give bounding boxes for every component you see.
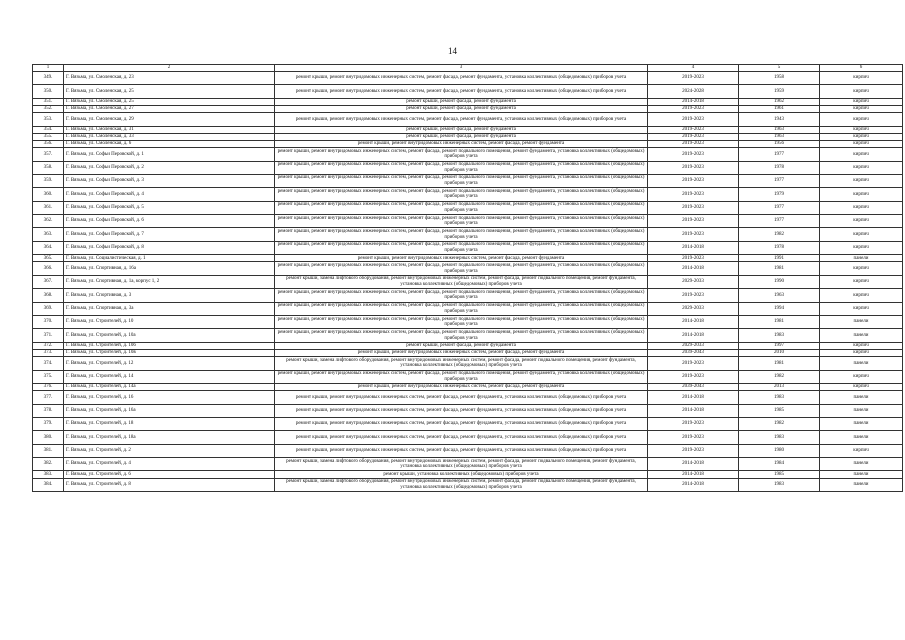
row-number: 363. — [33, 228, 64, 241]
period-cell: 2029-2033 — [648, 275, 739, 288]
period-cell: 2014-2018 — [648, 458, 739, 471]
table-row — [33, 458, 903, 471]
year-built-cell: 1958 — [739, 72, 820, 85]
wall-material-cell: кирпич — [820, 148, 903, 161]
row-number: 352. — [33, 105, 64, 112]
address-cell: Г. Вязьма, ул. Социалистическая, д. 1 — [64, 255, 275, 262]
address-cell: Г. Вязьма, ул. Смоленская, д. 33 — [64, 133, 275, 140]
works-cell: ремонт крыши, ремонт внутридомовых инженерных систем, ремонт фасада, ремонт фундамента, установка коллективных (общедомовых) приборов учета — [275, 404, 648, 417]
address-cell: Г. Вязьма, ул. Спортивная, д. 3а — [64, 302, 275, 315]
table-row — [33, 289, 903, 302]
works-cell: ремонт крыши, ремонт внутридомовых инженерных систем, ремонт фасада, ремонт фундамента, установка коллективных (общедомовых) приборов учета — [275, 391, 648, 404]
year-built-cell: 1977 — [739, 174, 820, 187]
year-built-cell: 1984 — [739, 458, 820, 471]
table-row — [33, 302, 903, 315]
period-cell: 2029-2033 — [648, 302, 739, 315]
period-cell: 2019-2023 — [648, 255, 739, 262]
row-number: 357. — [33, 148, 64, 161]
row-number: 362. — [33, 215, 64, 228]
year-built-cell: 1963 — [739, 126, 820, 133]
wall-material-cell: кирпич — [820, 85, 903, 98]
works-cell: ремонт крыши, ремонт внутридомовых инженерных систем, ремонт фасада, ремонт фундамента — [275, 140, 648, 147]
period-cell: 2019-2023 — [648, 357, 739, 370]
row-number: 371. — [33, 329, 64, 342]
address-cell: Г. Вязьма, ул. Строителей, д. 16а — [64, 404, 275, 417]
row-number: 349. — [33, 72, 64, 85]
program-table — [32, 64, 903, 492]
row-number: 384. — [33, 478, 64, 491]
table-row — [33, 262, 903, 275]
period-cell: 2019-2023 — [648, 72, 739, 85]
table-row — [33, 241, 903, 254]
row-number: 383. — [33, 471, 64, 478]
table-row — [33, 105, 903, 112]
period-cell: 2014-2018 — [648, 315, 739, 328]
row-number: 379. — [33, 417, 64, 430]
year-built-cell: 1982 — [739, 417, 820, 430]
period-cell: 2019-2023 — [648, 417, 739, 430]
year-built-cell: 1991 — [739, 255, 820, 262]
wall-material-cell: кирпич — [820, 262, 903, 275]
table-row — [33, 417, 903, 430]
wall-material-cell: кирпич — [820, 188, 903, 201]
period-cell: 2029-2033 — [648, 342, 739, 349]
table-row — [33, 431, 903, 444]
address-cell: Г. Вязьма, ул. Софьи Перовской, д. 8 — [64, 241, 275, 254]
works-cell: ремонт крыши, ремонт внутридомовых инженерных систем, ремонт фасада, ремонт фундамента, установка коллективных (общедомовых) приборов учета — [275, 85, 648, 98]
table-row — [33, 228, 903, 241]
address-cell: Г. Вязьма, ул. Спортивная, д. 3 — [64, 289, 275, 302]
address-cell: Г. Вязьма, ул. Строителей, д. 2 — [64, 444, 275, 457]
year-built-cell: 1961 — [739, 105, 820, 112]
year-built-cell: 1990 — [739, 275, 820, 288]
period-cell: 2039-2043 — [648, 383, 739, 390]
period-cell: 2019-2023 — [648, 444, 739, 457]
row-number: 354. — [33, 126, 64, 133]
table-row — [33, 148, 903, 161]
table-row — [33, 98, 903, 105]
address-cell: Г. Вязьма, ул. Строителей, д. 10а — [64, 329, 275, 342]
address-cell: Г. Вязьма, ул. Строителей, д. 12 — [64, 357, 275, 370]
table-row — [33, 85, 903, 98]
address-cell: Г. Вязьма, ул. Строителей, д. 10в — [64, 349, 275, 356]
wall-material-cell: кирпич — [820, 302, 903, 315]
year-built-cell: 1959 — [739, 85, 820, 98]
period-cell: 2024-2028 — [648, 85, 739, 98]
header-col-4: 4 — [648, 65, 739, 72]
table-row — [33, 275, 903, 288]
address-cell: Г. Вязьма, ул. Строителей, д. 16 — [64, 391, 275, 404]
wall-material-cell: кирпич — [820, 133, 903, 140]
row-number: 368. — [33, 289, 64, 302]
period-cell: 2019-2023 — [648, 126, 739, 133]
works-cell: ремонт крыши, ремонт фасада, ремонт фундамента — [275, 342, 648, 349]
works-cell: ремонт крыши, замена лифтового оборудования, ремонт внутридомовых инженерных систем, ремонт фасада, ремонт подвального помещения, ремонт фундамента, установка коллективных (общедомовых) приборов учета — [275, 275, 648, 288]
year-built-cell: 1943 — [739, 113, 820, 126]
works-cell: ремонт крыши, ремонт внутридомовых инженерных систем, ремонт фасада, ремонт фундамента, установка коллективных (общедомовых) приборов учета — [275, 113, 648, 126]
works-cell: ремонт крыши, ремонт внутридомовых инженерных систем, ремонт фасада, ремонт подвального помещения, ремонт фундамента, установка коллективных (общедомовых) приборов учета — [275, 329, 648, 342]
address-cell: Г. Вязьма, ул. Строителей, д. 14 — [64, 370, 275, 383]
row-number: 370. — [33, 315, 64, 328]
table-row — [33, 349, 903, 356]
table-row — [33, 370, 903, 383]
wall-material-cell: кирпич — [820, 342, 903, 349]
period-cell: 2019-2023 — [648, 140, 739, 147]
address-cell: Г. Вязьма, ул. Софьи Перовской, д. 3 — [64, 174, 275, 187]
table-row — [33, 329, 903, 342]
table-row — [33, 444, 903, 457]
year-built-cell: 1963 — [739, 289, 820, 302]
period-cell: 2019-2023 — [648, 201, 739, 214]
wall-material-cell: кирпич — [820, 228, 903, 241]
period-cell: 2019-2023 — [648, 148, 739, 161]
page-number: 14 — [448, 46, 457, 56]
header-col-2: 2 — [64, 65, 275, 72]
row-number: 351. — [33, 98, 64, 105]
address-cell: Г. Вязьма, ул. Смоленская, д. 31 — [64, 126, 275, 133]
works-cell: ремонт крыши, установка коллективных (общедомовых) приборов учета — [275, 471, 648, 478]
year-built-cell: 1985 — [739, 404, 820, 417]
works-cell: ремонт крыши, ремонт внутридомовых инженерных систем, ремонт фасада, ремонт подвального помещения, ремонт фундамента, установка коллективных (общедомовых) приборов учета — [275, 370, 648, 383]
wall-material-cell: кирпич — [820, 161, 903, 174]
wall-material-cell: кирпич — [820, 241, 903, 254]
works-cell: ремонт крыши, ремонт внутридомовых инженерных систем, ремонт фасада, ремонт фундамента, установка коллективных (общедомовых) приборов учета — [275, 431, 648, 444]
address-cell: Г. Вязьма, ул. Спортивная, д. 1а, корпус 1, 2 — [64, 275, 275, 288]
year-built-cell: 1977 — [739, 201, 820, 214]
period-cell: 2014-2018 — [648, 98, 739, 105]
works-cell: ремонт крыши, ремонт внутридомовых инженерных систем, ремонт фасада, ремонт фундамента — [275, 255, 648, 262]
header-col-5: 5 — [739, 65, 820, 72]
works-cell: ремонт крыши, ремонт фасада, ремонт фундамента — [275, 133, 648, 140]
period-cell: 2014-2018 — [648, 404, 739, 417]
header-col-3: 3 — [275, 65, 648, 72]
table-row — [33, 478, 903, 491]
year-built-cell: 1983 — [739, 478, 820, 491]
row-number: 381. — [33, 444, 64, 457]
year-built-cell: 1980 — [739, 444, 820, 457]
works-cell: ремонт крыши, ремонт внутридомовых инженерных систем, ремонт фасада, ремонт фундамента — [275, 383, 648, 390]
period-cell: 2014-2018 — [648, 329, 739, 342]
wall-material-cell: панели — [820, 404, 903, 417]
works-cell: ремонт крыши, ремонт внутридомовых инженерных систем, ремонт фасада, ремонт подвального помещения, ремонт фундамента, установка коллективных (общедомовых) приборов учета — [275, 289, 648, 302]
wall-material-cell: кирпич — [820, 201, 903, 214]
wall-material-cell: панели — [820, 458, 903, 471]
wall-material-cell: кирпич — [820, 215, 903, 228]
works-cell: ремонт крыши, ремонт внутридомовых инженерных систем, ремонт фасада, ремонт фундамента, установка коллективных (общедомовых) приборов учета — [275, 417, 648, 430]
row-number: 369. — [33, 302, 64, 315]
row-number: 350. — [33, 85, 64, 98]
address-cell: Г. Вязьма, ул. Строителей, д. 18а — [64, 431, 275, 444]
period-cell: 2039-2043 — [648, 349, 739, 356]
address-cell: Г. Вязьма, ул. Строителей, д. 10 — [64, 315, 275, 328]
works-cell: ремонт крыши, ремонт внутридомовых инженерных систем, ремонт фасада, ремонт фундамента — [275, 349, 648, 356]
works-cell: ремонт крыши, ремонт внутридомовых инженерных систем, ремонт фасада, ремонт подвального помещения, ремонт фундамента, установка коллективных (общедомовых) приборов учета — [275, 174, 648, 187]
address-cell: Г. Вязьма, ул. Строителей, д. 4 — [64, 458, 275, 471]
table-row — [33, 471, 903, 478]
year-built-cell: 1977 — [739, 148, 820, 161]
address-cell: Г. Вязьма, ул. Смоленская, д. 25 — [64, 98, 275, 105]
row-number: 366. — [33, 262, 64, 275]
address-cell: Г. Вязьма, ул. Строителей, д. 8 — [64, 478, 275, 491]
wall-material-cell: панели — [820, 255, 903, 262]
row-number: 367. — [33, 275, 64, 288]
wall-material-cell: панели — [820, 391, 903, 404]
row-number: 374. — [33, 357, 64, 370]
wall-material-cell: кирпич — [820, 140, 903, 147]
works-cell: ремонт крыши, ремонт внутридомовых инженерных систем, ремонт фасада, ремонт подвального помещения, ремонт фундамента, установка коллективных (общедомовых) приборов учета — [275, 241, 648, 254]
address-cell: Г. Вязьма, ул. Софьи Перовской, д. 1 — [64, 148, 275, 161]
row-number: 377. — [33, 391, 64, 404]
wall-material-cell: кирпич — [820, 275, 903, 288]
year-built-cell: 1985 — [739, 471, 820, 478]
wall-material-cell: кирпич — [820, 126, 903, 133]
year-built-cell: 1979 — [739, 188, 820, 201]
address-cell: Г. Вязьма, ул. Строителей, д. 14а — [64, 383, 275, 390]
year-built-cell: 1997 — [739, 342, 820, 349]
header-col-1: 1 — [33, 65, 64, 72]
year-built-cell: 1983 — [739, 431, 820, 444]
wall-material-cell: кирпич — [820, 174, 903, 187]
table-row — [33, 140, 903, 147]
address-cell: Г. Вязьма, ул. Софьи Перовской, д. 7 — [64, 228, 275, 241]
period-cell: 2019-2023 — [648, 174, 739, 187]
row-number: 359. — [33, 174, 64, 187]
period-cell: 2019-2023 — [648, 105, 739, 112]
row-number: 375. — [33, 370, 64, 383]
wall-material-cell: кирпич — [820, 289, 903, 302]
period-cell: 2019-2023 — [648, 188, 739, 201]
header-col-6: 6 — [820, 65, 903, 72]
address-cell: Г. Вязьма, ул. Спортивная, д. 16а — [64, 262, 275, 275]
wall-material-cell: панели — [820, 417, 903, 430]
works-cell: ремонт крыши, ремонт внутридомовых инженерных систем, ремонт фасада, ремонт подвального помещения, ремонт фундамента, установка коллективных (общедомовых) приборов учета — [275, 215, 648, 228]
table-row — [33, 315, 903, 328]
works-cell: ремонт крыши, ремонт внутридомовых инженерных систем, ремонт фасада, ремонт фундамента, установка коллективных (общедомовых) приборов учета — [275, 72, 648, 85]
works-cell: ремонт крыши, ремонт внутридомовых инженерных систем, ремонт фасада, ремонт подвального помещения, ремонт фундамента, установка коллективных (общедомовых) приборов учета — [275, 201, 648, 214]
period-cell: 2014-2018 — [648, 478, 739, 491]
row-number: 356. — [33, 140, 64, 147]
address-cell: Г. Вязьма, ул. Софьи Перовской, д. 5 — [64, 201, 275, 214]
works-cell: ремонт крыши, ремонт внутридомовых инженерных систем, ремонт фасада, ремонт подвального помещения, ремонт фундамента, установка коллективных (общедомовых) приборов учета — [275, 188, 648, 201]
period-cell: 2019-2023 — [648, 161, 739, 174]
address-cell: Г. Вязьма, ул. Смоленская, д. 29 — [64, 113, 275, 126]
year-built-cell: 1956 — [739, 140, 820, 147]
table-row — [33, 215, 903, 228]
year-built-cell: 1981 — [739, 315, 820, 328]
wall-material-cell: кирпич — [820, 72, 903, 85]
works-cell: ремонт крыши, ремонт внутридомовых инженерных систем, ремонт фасада, ремонт подвального помещения, ремонт фундамента, установка коллективных (общедомовых) приборов учета — [275, 148, 648, 161]
address-cell: Г. Вязьма, ул. Строителей, д. 6 — [64, 471, 275, 478]
table-row — [33, 126, 903, 133]
year-built-cell: 1982 — [739, 370, 820, 383]
year-built-cell: 2010 — [739, 349, 820, 356]
table-row — [33, 201, 903, 214]
year-built-cell: 1982 — [739, 228, 820, 241]
period-cell: 2019-2023 — [648, 215, 739, 228]
year-built-cell: 1963 — [739, 133, 820, 140]
table-row — [33, 188, 903, 201]
works-cell: ремонт крыши, ремонт внутридомовых инженерных систем, ремонт фасада, ремонт подвального помещения, ремонт фундамента, установка коллективных (общедомовых) приборов учета — [275, 262, 648, 275]
period-cell: 2014-2018 — [648, 471, 739, 478]
period-cell: 2019-2023 — [648, 133, 739, 140]
address-cell: Г. Вязьма, ул. Смоленская, д. 25 — [64, 85, 275, 98]
row-number: 372. — [33, 342, 64, 349]
wall-material-cell: панели — [820, 315, 903, 328]
works-cell: ремонт крыши, замена лифтового оборудования, ремонт внутридомовых инженерных систем, ремонт фасада, ремонт подвального помещения, ремонт фундамента, установка коллективных (общедомовых) приборов учета — [275, 357, 648, 370]
year-built-cell: 1983 — [739, 391, 820, 404]
year-built-cell: 1983 — [739, 329, 820, 342]
table-row — [33, 161, 903, 174]
year-built-cell: 1978 — [739, 241, 820, 254]
wall-material-cell: кирпич — [820, 98, 903, 105]
period-cell: 2019-2023 — [648, 431, 739, 444]
table-row — [33, 133, 903, 140]
table-row — [33, 391, 903, 404]
row-number: 373. — [33, 349, 64, 356]
wall-material-cell: кирпич — [820, 383, 903, 390]
row-number: 361. — [33, 201, 64, 214]
works-cell: ремонт крыши, ремонт внутридомовых инженерных систем, ремонт фасада, ремонт подвального помещения, ремонт фундамента, установка коллективных (общедомовых) приборов учета — [275, 228, 648, 241]
row-number: 360. — [33, 188, 64, 201]
wall-material-cell: панели — [820, 329, 903, 342]
address-cell: Г. Вязьма, ул. Софьи Перовской, д. 6 — [64, 215, 275, 228]
period-cell: 2014-2018 — [648, 241, 739, 254]
works-cell: ремонт крыши, ремонт внутридомовых инженерных систем, ремонт фасада, ремонт подвального помещения, ремонт фундамента, установка коллективных (общедомовых) приборов учета — [275, 161, 648, 174]
wall-material-cell: кирпич — [820, 444, 903, 457]
address-cell: Г. Вязьма, ул. Смоленская, д. 6 — [64, 140, 275, 147]
year-built-cell: 1977 — [739, 215, 820, 228]
row-number: 378. — [33, 404, 64, 417]
wall-material-cell: панели — [820, 431, 903, 444]
year-built-cell: 1994 — [739, 302, 820, 315]
works-cell: ремонт крыши, замена лифтового оборудования, ремонт внутридомовых инженерных систем, ремонт фасада, ремонт подвального помещения, ремонт фундамента, установка коллективных (общедомовых) приборов учета — [275, 458, 648, 471]
works-cell: ремонт крыши, замена лифтового оборудования, ремонт внутридомовых инженерных систем, ремонт фасада, ремонт подвального помещения, ремонт фундамента, установка коллективных (общедомовых) приборов учета — [275, 478, 648, 491]
row-number: 358. — [33, 161, 64, 174]
table-row — [33, 174, 903, 187]
row-number: 353. — [33, 113, 64, 126]
table-row — [33, 255, 903, 262]
period-cell: 2019-2023 — [648, 113, 739, 126]
period-cell: 2019-2023 — [648, 370, 739, 383]
wall-material-cell: кирпич — [820, 113, 903, 126]
wall-material-cell: панели — [820, 478, 903, 491]
year-built-cell: 2013 — [739, 383, 820, 390]
address-cell: Г. Вязьма, ул. Смоленская, д. 23 — [64, 72, 275, 85]
works-cell: ремонт крыши, ремонт внутридомовых инженерных систем, ремонт фасада, ремонт фундамента, установка коллективных (общедомовых) приборов учета — [275, 444, 648, 457]
works-cell: ремонт крыши, ремонт фасада, ремонт фундамента — [275, 98, 648, 105]
year-built-cell: 1981 — [739, 262, 820, 275]
works-cell: ремонт крыши, ремонт внутридомовых инженерных систем, ремонт фасада, ремонт подвального помещения, ремонт фундамента, установка коллективных (общедомовых) приборов учета — [275, 315, 648, 328]
table-row — [33, 383, 903, 390]
period-cell: 2019-2023 — [648, 228, 739, 241]
row-number: 376. — [33, 383, 64, 390]
row-number: 380. — [33, 431, 64, 444]
wall-material-cell: кирпич — [820, 370, 903, 383]
year-built-cell: 1962 — [739, 98, 820, 105]
year-built-cell: 1978 — [739, 161, 820, 174]
wall-material-cell: панели — [820, 471, 903, 478]
address-cell: Г. Вязьма, ул. Строителей, д. 10б — [64, 342, 275, 349]
period-cell: 2014-2018 — [648, 262, 739, 275]
works-cell: ремонт крыши, ремонт внутридомовых инженерных систем, ремонт фасада, ремонт подвального помещения, ремонт фундамента, установка коллективных (общедомовых) приборов учета — [275, 302, 648, 315]
works-cell: ремонт крыши, ремонт фасада, ремонт фундамента — [275, 105, 648, 112]
table-row — [33, 357, 903, 370]
table-row — [33, 342, 903, 349]
row-number: 355. — [33, 133, 64, 140]
wall-material-cell: кирпич — [820, 105, 903, 112]
row-number: 365. — [33, 255, 64, 262]
address-cell: Г. Вязьма, ул. Смоленская, д. 27 — [64, 105, 275, 112]
table-header-row — [33, 65, 903, 72]
table-row — [33, 113, 903, 126]
row-number: 382. — [33, 458, 64, 471]
table-row — [33, 404, 903, 417]
works-cell: ремонт крыши, ремонт фасада, ремонт фундамента — [275, 126, 648, 133]
wall-material-cell: кирпич — [820, 349, 903, 356]
address-cell: Г. Вязьма, ул. Софьи Перовской, д. 4 — [64, 188, 275, 201]
table-row — [33, 72, 903, 85]
row-number: 364. — [33, 241, 64, 254]
period-cell: 2019-2023 — [648, 289, 739, 302]
address-cell: Г. Вязьма, ул. Строителей, д. 18 — [64, 417, 275, 430]
address-cell: Г. Вязьма, ул. Софьи Перовской, д. 2 — [64, 161, 275, 174]
period-cell: 2014-2018 — [648, 391, 739, 404]
wall-material-cell: панели — [820, 357, 903, 370]
year-built-cell: 1981 — [739, 357, 820, 370]
